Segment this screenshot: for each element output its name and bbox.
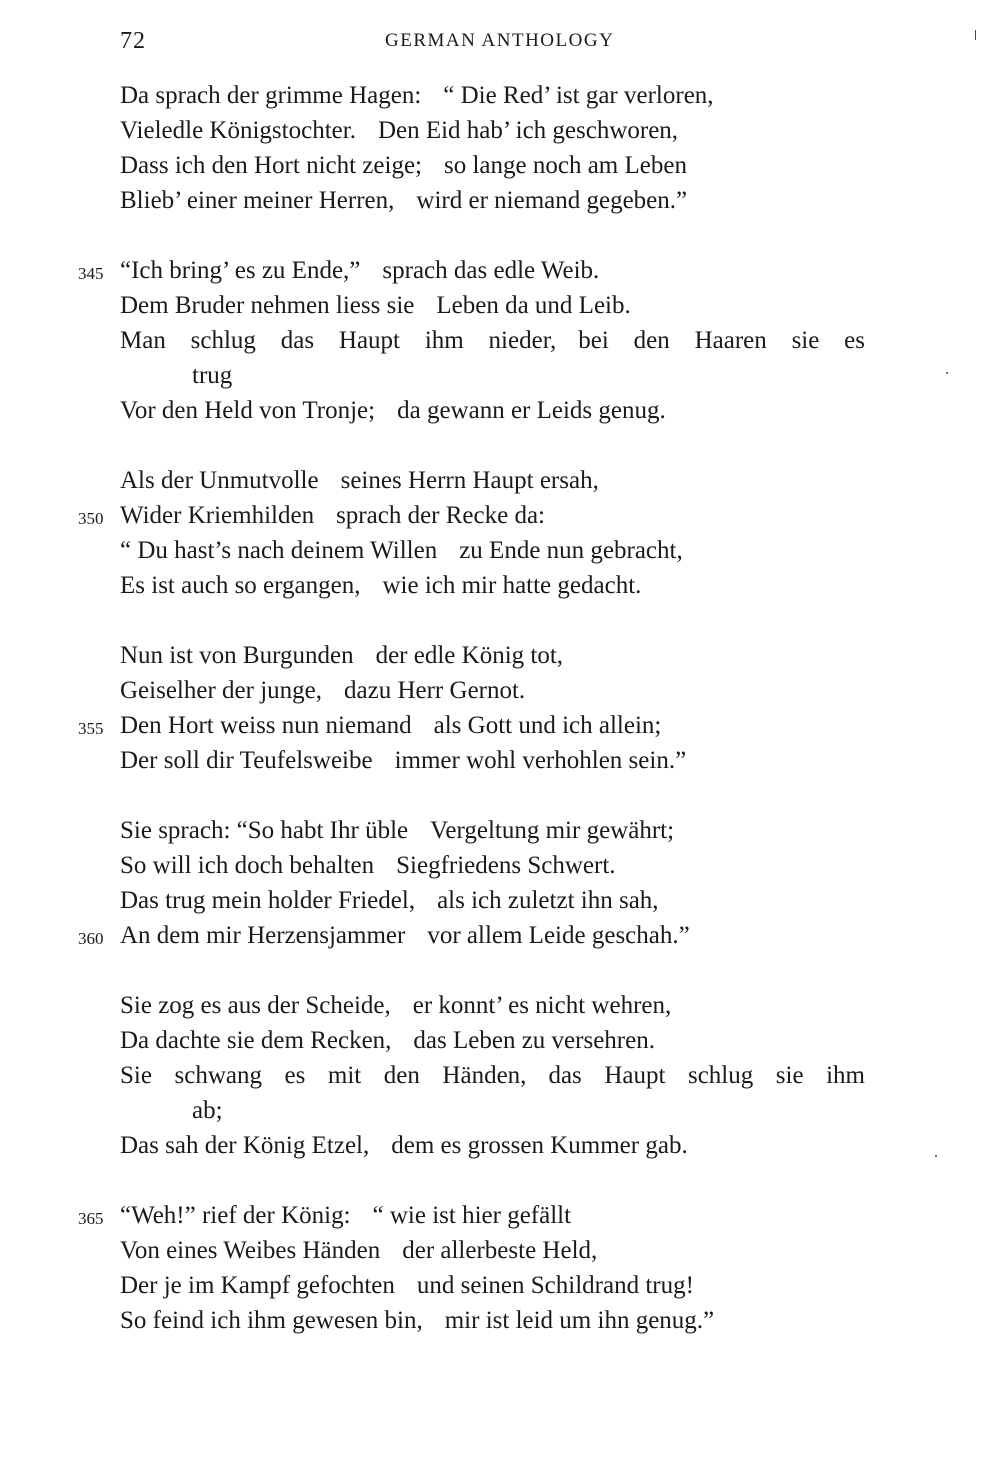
- half-line-a: Sie sprach: “So habt Ihr üble: [120, 817, 409, 844]
- verse-text: [120, 393, 666, 428]
- verse-line: [0, 358, 1000, 393]
- verse-text: [120, 638, 563, 673]
- half-line-b: dazu Herr Gernot.: [344, 677, 526, 704]
- verse-text: [120, 533, 683, 568]
- half-line-a: So will ich doch behalten: [120, 852, 375, 879]
- verse-text: [120, 813, 674, 848]
- half-line-b: da gewann er Leids genug.: [397, 397, 666, 424]
- half-line-a: Man schlug das Haupt ihm nieder,: [120, 327, 557, 354]
- half-line-b: wie ich mir hatte gedacht.: [382, 572, 642, 599]
- half-line-a: Nun ist von Burgunden: [120, 642, 354, 669]
- verse-line: [0, 883, 1000, 918]
- line-number: 360: [78, 929, 104, 948]
- verse-text: [120, 253, 599, 288]
- verse-line: [0, 533, 1000, 568]
- stanza: [0, 638, 1000, 778]
- half-line-a: Das trug mein holder Friedel,: [120, 887, 416, 914]
- page-header: [0, 28, 1000, 60]
- half-line-a: Der soll dir Teufelsweibe: [120, 747, 373, 774]
- line-number: 350: [78, 509, 104, 528]
- half-line-b: zu Ende nun gebracht,: [459, 537, 683, 564]
- half-line-b: immer wohl verhohlen sein.”: [394, 747, 687, 774]
- stanza: [0, 1198, 1000, 1338]
- stanza: [0, 988, 1000, 1163]
- half-line-a: Wider Kriemhilden: [120, 502, 315, 529]
- half-line-a: Dass ich den Hort nicht zeige;: [120, 152, 422, 179]
- verse-line: [0, 568, 1000, 603]
- verse-line: [0, 638, 1000, 673]
- verse-line: [0, 988, 1000, 1023]
- verse-text: [120, 1303, 714, 1338]
- half-line-a: Von eines Weibes Händen: [120, 1237, 381, 1264]
- verse-line: [0, 1058, 1000, 1093]
- verse-line: [0, 78, 1000, 113]
- half-line-b: der edle König tot,: [375, 642, 564, 669]
- half-line-b: als Gott und ich allein;: [433, 712, 662, 739]
- verse-line: [0, 1198, 1000, 1233]
- verse-line: [0, 1303, 1000, 1338]
- verse-line: [0, 183, 1000, 218]
- verse-text: [120, 988, 671, 1023]
- half-line-b: und seinen Schildrand trug!: [416, 1272, 694, 1299]
- verse-text: [120, 113, 678, 148]
- verse-text: [120, 1268, 694, 1303]
- half-line-a: Blieb’ einer meiner Herren,: [120, 187, 395, 214]
- half-line-a: Dem Bruder nehmen liess sie: [120, 292, 415, 319]
- stanza: [0, 253, 1000, 428]
- verse-text: [120, 673, 525, 708]
- half-line-a: Da sprach der grimme Hagen:: [120, 82, 422, 109]
- half-line-b: der allerbeste Held,: [402, 1237, 598, 1264]
- verse-line: [0, 1093, 1000, 1128]
- half-line-b: er konnt’ es nicht wehren,: [412, 992, 672, 1019]
- verse-line: [0, 1268, 1000, 1303]
- verse-line: [0, 113, 1000, 148]
- verse-text: [120, 183, 687, 218]
- half-line-b: mir ist leid um ihn genug.”: [444, 1307, 715, 1334]
- verse-line: [0, 393, 1000, 428]
- half-line-b: das Haupt schlug sie ihm: [548, 1062, 865, 1089]
- half-line-b: Vergeltung mir gewährt;: [430, 817, 675, 844]
- verse-text: [120, 463, 599, 498]
- half-line-a: Das sah der König Etzel,: [120, 1132, 370, 1159]
- verse-line: [0, 918, 1000, 953]
- half-line-a: So feind ich ihm gewesen bin,: [120, 1307, 423, 1334]
- half-line-a: Vieledle Königstochter.: [120, 117, 356, 144]
- half-line-a: Da dachte sie dem Recken,: [120, 1027, 392, 1054]
- half-line-a: Sie schwang es mit den Händen,: [120, 1062, 527, 1089]
- line-number: 345: [78, 264, 104, 283]
- half-line-a: “Weh!” rief der König:: [120, 1202, 351, 1229]
- half-line-b: “ wie ist hier gefällt: [372, 1202, 572, 1229]
- stanza: [0, 813, 1000, 953]
- verse-text: [120, 1233, 597, 1268]
- verse-text: [120, 1128, 688, 1163]
- stanza: [0, 78, 1000, 218]
- half-line-b: dem es grossen Kummer gab.: [391, 1132, 688, 1159]
- half-line-b: seines Herrn Haupt ersah,: [340, 467, 599, 494]
- half-line-b: Leben da und Leib.: [436, 292, 631, 319]
- verse-text: [120, 78, 714, 113]
- half-line-b: wird er niemand gegeben.”: [416, 187, 688, 214]
- half-line-b: sprach das edle Weib.: [382, 257, 600, 284]
- verse-text: [120, 1058, 865, 1093]
- verse-line: [0, 743, 1000, 778]
- verse-line: [0, 323, 1000, 358]
- verse-continuation: trug: [192, 362, 233, 389]
- half-line-b: Siegfriedens Schwert.: [396, 852, 616, 879]
- verse-text: [120, 323, 865, 358]
- verse-text: [120, 1198, 571, 1233]
- running-head: GERMAN ANTHOLOGY: [385, 30, 615, 51]
- half-line-a: “Ich bring’ es zu Ende,”: [120, 257, 361, 284]
- half-line-a: Vor den Held von Tronje;: [120, 397, 376, 424]
- line-number: 365: [78, 1209, 104, 1228]
- verse-line: [0, 1233, 1000, 1268]
- half-line-a: Sie zog es aus der Scheide,: [120, 992, 391, 1019]
- page-number: 72: [120, 28, 146, 54]
- verse-text: [120, 883, 659, 918]
- verse-text: [120, 498, 545, 533]
- verse-text: [120, 288, 631, 323]
- verse-text: [120, 918, 690, 953]
- half-line-b: als ich zuletzt ihn sah,: [437, 887, 659, 914]
- half-line-b: Den Eid hab’ ich geschworen,: [377, 117, 679, 144]
- verse-text: [120, 708, 661, 743]
- verse-line: [0, 708, 1000, 743]
- half-line-a: An dem mir Herzensjammer: [120, 922, 406, 949]
- half-line-a: Es ist auch so ergangen,: [120, 572, 361, 599]
- verse-line: [0, 288, 1000, 323]
- half-line-a: Den Hort weiss nun niemand: [120, 712, 412, 739]
- verse-continuation: ab;: [192, 1097, 223, 1124]
- verse-text: [120, 568, 641, 603]
- half-line-b: sprach der Recke da:: [336, 502, 546, 529]
- line-number: 355: [78, 719, 104, 738]
- half-line-a: Als der Unmutvolle: [120, 467, 319, 494]
- half-line-a: Geiselher der junge,: [120, 677, 323, 704]
- verse-line: [0, 673, 1000, 708]
- half-line-b: so lange noch am Leben: [444, 152, 687, 179]
- verse-line: [0, 253, 1000, 288]
- half-line-b: das Leben zu versehren.: [413, 1027, 655, 1054]
- verse-line: [0, 1128, 1000, 1163]
- verse-line: [0, 813, 1000, 848]
- verse-line: [0, 848, 1000, 883]
- verse-text: [120, 1023, 655, 1058]
- verse-text: [120, 743, 686, 778]
- stanza: [0, 463, 1000, 603]
- half-line-a: “ Du hast’s nach deinem Willen: [120, 537, 438, 564]
- verse-line: [0, 1023, 1000, 1058]
- verse-line: [0, 148, 1000, 183]
- half-line-a: Der je im Kampf gefochten: [120, 1272, 395, 1299]
- verse-line: [0, 498, 1000, 533]
- verse-text: [120, 848, 616, 883]
- half-line-b: “ Die Red’ ist gar verloren,: [443, 82, 714, 109]
- verse-line: [0, 463, 1000, 498]
- verse-text: [120, 148, 687, 183]
- half-line-b: vor allem Leide geschah.”: [427, 922, 690, 949]
- half-line-b: bei den Haaren sie es: [578, 327, 866, 354]
